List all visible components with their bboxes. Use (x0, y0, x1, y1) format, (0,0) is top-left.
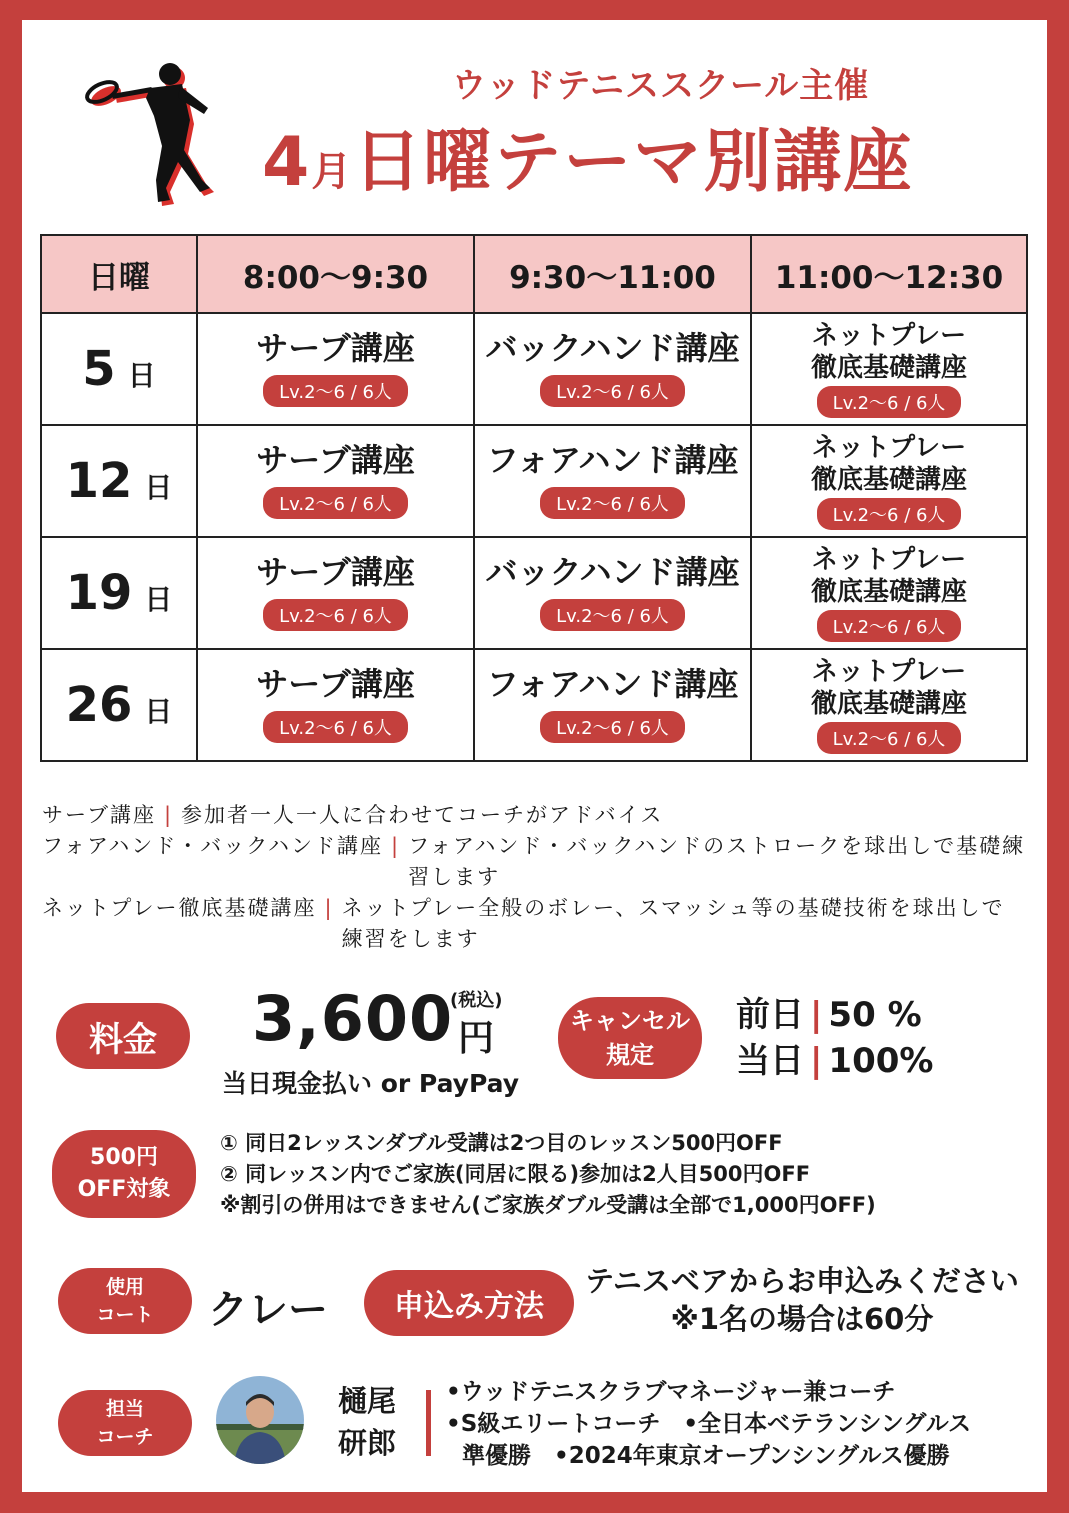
level-badge: Lv.2〜6 / 6人 (817, 722, 962, 754)
level-badge: Lv.2〜6 / 6人 (263, 711, 408, 743)
discount-badge (52, 1130, 196, 1218)
level-badge: Lv.2〜6 / 6人 (540, 711, 685, 743)
course-descriptions (42, 800, 1027, 955)
description-item (42, 831, 1027, 893)
level-badge: Lv.2〜6 / 6人 (817, 386, 962, 418)
coach-avatar (216, 1376, 304, 1464)
lesson-name-line2: 徹底基礎講座 (810, 577, 967, 607)
coach-badge-line1: 担当 (105, 1398, 144, 1420)
organizer-label: ウッドテニススクール主催 (452, 66, 870, 106)
flyer-sheet (22, 20, 1047, 1492)
application-method-badge: 申込み方法 (364, 1270, 574, 1336)
header-slot-1: 8:00〜9:30 (197, 235, 474, 313)
description-label: サーブ講座 (42, 803, 156, 827)
lesson-name (752, 544, 1026, 608)
lesson-cell (474, 425, 751, 537)
discount-item: ① 同日2レッスンダブル受講は2つ目のレッスン500円OFF (220, 1131, 783, 1155)
day-cell (41, 537, 197, 649)
court-badge-line2: コート (96, 1304, 154, 1326)
lesson-cell (751, 425, 1027, 537)
fee-tax-note: (税込) (450, 990, 503, 1011)
table-row (41, 537, 1027, 649)
table-row (41, 425, 1027, 537)
description-separator: | (324, 896, 334, 921)
level-badge: Lv.2〜6 / 6人 (540, 487, 685, 519)
cancel-row-value: 100% (828, 1041, 934, 1081)
coach-profile (446, 1376, 971, 1472)
description-label: ネットプレー徹底基礎講座 (42, 896, 317, 921)
day-number: 5 (82, 341, 116, 397)
discount-badge-line1: 500円 (90, 1145, 158, 1170)
cancel-row-separator: | (810, 995, 823, 1035)
title-main: 日曜テーマ別講座 (353, 123, 914, 202)
day-unit: 日 (144, 471, 173, 504)
cancel-badge-line1: キャンセル (570, 1007, 690, 1035)
lesson-name: フォアハンド講座 (486, 665, 739, 704)
lesson-name-line1: ネットプレー (811, 544, 967, 575)
cancel-row-separator: | (810, 1041, 823, 1081)
description-text: フォアハンド・バックハンドのストロークを球出しで基礎練習します (408, 834, 1026, 890)
description-item (42, 800, 1027, 831)
table-row (41, 649, 1027, 761)
cancel-row (736, 1038, 933, 1084)
level-badge: Lv.2〜6 / 6人 (540, 375, 685, 407)
table-header-row (41, 235, 1027, 313)
table-row (41, 313, 1027, 425)
lesson-cell (751, 313, 1027, 425)
day-cell (41, 425, 197, 537)
schedule-table (40, 234, 1028, 762)
lesson-cell (474, 537, 751, 649)
day-number: 19 (65, 565, 133, 621)
day-unit: 日 (127, 359, 156, 392)
cancel-row (736, 992, 933, 1038)
level-badge: Lv.2〜6 / 6人 (817, 498, 962, 530)
discount-list (220, 1128, 876, 1221)
lesson-name-line2: 徹底基礎講座 (810, 689, 967, 719)
coach-name (338, 1380, 396, 1464)
tennis-player-icon (62, 50, 222, 210)
lesson-cell (474, 649, 751, 761)
discount-item: ※割引の併用はできません(ご家族ダブル受講は全部で1,000円OFF) (220, 1193, 876, 1217)
coach-divider (426, 1390, 431, 1456)
fee-badge: 料金 (56, 1003, 190, 1069)
lesson-cell (197, 313, 474, 425)
day-cell (41, 313, 197, 425)
header-day: 日曜 (41, 235, 197, 313)
discount-item: ② 同レッスン内でご家族(同居に限る)参加は2人目500円OFF (220, 1162, 811, 1186)
level-badge: Lv.2〜6 / 6人 (263, 487, 408, 519)
coach-profile-line: 準優勝 •2024年東京オープンシングルス優勝 (446, 1443, 950, 1469)
coach-profile-line: •ウッドテニスクラブマネージャー兼コーチ (446, 1379, 896, 1405)
description-separator: | (391, 834, 401, 859)
lesson-name-line1: ネットプレー (811, 320, 967, 351)
header-slot-2: 9:30〜11:00 (474, 235, 751, 313)
lesson-name-line2: 徹底基礎講座 (810, 353, 967, 383)
court-surface: クレー (208, 1287, 328, 1333)
lesson-name: サーブ講座 (256, 553, 415, 592)
day-cell (41, 649, 197, 761)
coach-badge-line2: コーチ (96, 1426, 154, 1448)
application-method-text (582, 1262, 1022, 1338)
fee-price: 3,600 (252, 982, 454, 1055)
cancel-policy-badge (558, 997, 702, 1079)
lesson-name-line1: ネットプレー (811, 432, 967, 463)
lesson-name (752, 432, 1026, 496)
lesson-cell (751, 537, 1027, 649)
lesson-name: バックハンド講座 (485, 329, 740, 368)
payment-method: 当日現金払い or PayPay (222, 1069, 520, 1098)
coach-profile-line: •S級エリートコーチ •全日本ベテランシングルス (446, 1411, 972, 1437)
cancel-policy-rows (736, 992, 933, 1084)
level-badge: Lv.2〜6 / 6人 (540, 599, 685, 631)
court-badge (58, 1268, 192, 1334)
lesson-cell (751, 649, 1027, 761)
cancel-row-value: 50 % (828, 995, 922, 1035)
title-month-unit: 月 (311, 149, 354, 195)
page-title (262, 108, 913, 205)
day-unit: 日 (144, 583, 173, 616)
coach-badge (58, 1390, 192, 1456)
discount-badge-line2: OFF対象 (77, 1177, 171, 1202)
day-unit: 日 (144, 695, 173, 728)
cancel-row-label: 前日 (736, 995, 804, 1035)
lesson-cell (197, 537, 474, 649)
application-line1: テニスベアからお申込みください (585, 1264, 1019, 1298)
level-badge: Lv.2〜6 / 6人 (817, 610, 962, 642)
lesson-name: フォアハンド講座 (486, 441, 739, 480)
lesson-name (752, 656, 1026, 720)
level-badge: Lv.2〜6 / 6人 (263, 375, 408, 407)
coach-name-line2: 研郎 (338, 1426, 397, 1460)
description-label: フォアハンド・バックハンド講座 (42, 834, 384, 859)
lesson-cell (197, 425, 474, 537)
lesson-name: サーブ講座 (256, 665, 415, 704)
lesson-cell (197, 649, 474, 761)
day-number: 12 (65, 453, 133, 509)
cancel-row-label: 当日 (736, 1041, 804, 1081)
lesson-name: バックハンド講座 (485, 553, 740, 592)
fee-unit: 円 (458, 1018, 495, 1059)
lesson-name-line1: ネットプレー (811, 656, 967, 687)
lesson-name: サーブ講座 (256, 329, 415, 368)
description-separator: | (163, 803, 174, 827)
day-number: 26 (65, 677, 133, 733)
lesson-name-line2: 徹底基礎講座 (810, 465, 967, 495)
lesson-cell (474, 313, 751, 425)
application-line2: ※1名の場合は60分 (670, 1302, 934, 1336)
lesson-name: サーブ講座 (256, 441, 415, 480)
cancel-badge-line2: 規定 (606, 1041, 654, 1069)
lesson-name (752, 320, 1026, 384)
title-month-number: 4 (262, 123, 312, 202)
coach-name-line1: 樋尾 (338, 1384, 397, 1418)
description-item (42, 893, 1027, 955)
court-badge-line1: 使用 (105, 1276, 144, 1298)
header-slot-3: 11:00〜12:30 (751, 235, 1027, 313)
description-text: 参加者一人一人に合わせてコーチがアドバイス (181, 803, 664, 827)
description-text: ネットプレー全般のボレー、スマッシュ等の基礎技術を球出しで練習をします (341, 896, 1005, 952)
level-badge: Lv.2〜6 / 6人 (263, 599, 408, 631)
